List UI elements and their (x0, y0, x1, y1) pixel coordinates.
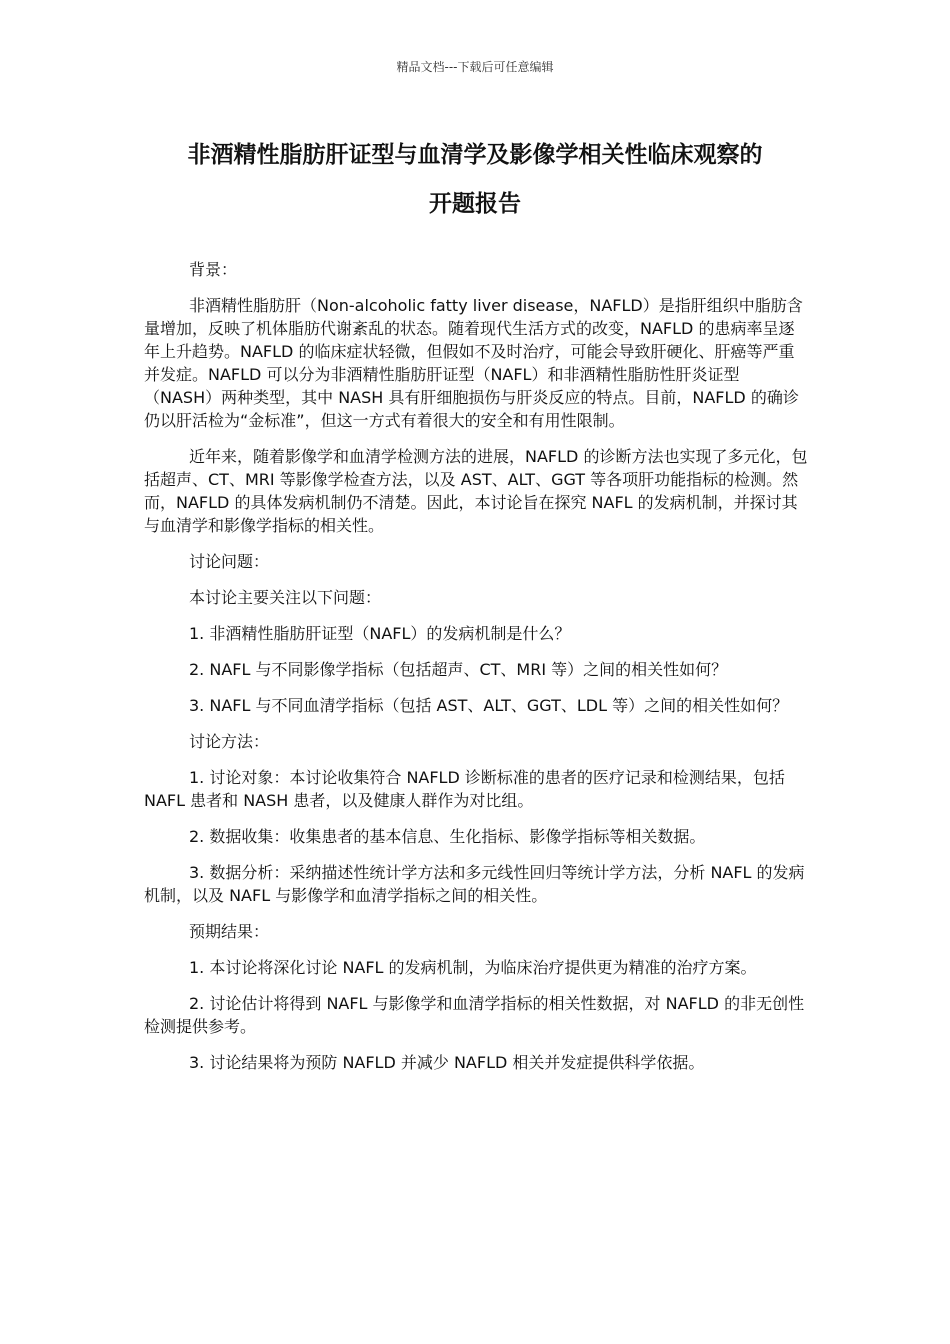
document-body (144, 258, 808, 1087)
list-item-question-1: 1. 非酒精性脂肪肝证型（NAFL）的发病机制是什么？ (189, 624, 571, 643)
header-note: 精品文档---下载后可任意编辑 (396, 60, 554, 74)
list-item-result-1: 1. 本讨论将深化讨论 NAFL 的发病机制，为临床治疗提供更为精准的治疗方案。 (189, 958, 757, 977)
list-item-method-1: 1. 讨论对象：本讨论收集符合 NAFLD 诊断标准的患者的医疗记录和检测结果，包括 NAFL 患者和 NASH 患者，以及健康人群作为对比组。 (144, 768, 785, 810)
list-item-method-2: 2. 数据收集：收集患者的基本信息、生化指标、影像学指标等相关数据。 (189, 827, 706, 846)
list-item-question-3: 3. NAFL 与不同血清学指标（包括 AST、ALT、GGT、LDL 等）之间的相关性如何？ (189, 696, 789, 715)
list-item-result-2: 2. 讨论估计将得到 NAFL 与影像学和血清学指标的相关性数据，对 NAFLD 的非无创性检测提供参考。 (144, 994, 805, 1036)
list-item-result-3: 3. 讨论结果将为预防 NAFLD 并减少 NAFLD 相关并发症提供科学依据。 (189, 1053, 705, 1072)
paragraph-questions-intro: 本讨论主要关注以下问题： (189, 588, 382, 607)
list-item-method-3: 3. 数据分析：采纳描述性统计学方法和多元线性回归等统计学方法，分析 NAFL 的发病机制，以及 NAFL 与影像学和血清学指标之间的相关性。 (144, 863, 805, 905)
section-heading-expected-results: 预期结果： (189, 922, 270, 941)
list-item-question-2: 2. NAFL 与不同影像学指标（包括超声、CT、MRI 等）之间的相关性如何？ (189, 660, 728, 679)
paragraph-background-1: 非酒精性脂肪肝（Non-alcoholic fatty liver disease，NAFLD）是指肝组织中脂肪含量增加，反映了机体脂肪代谢紊乱的状态。随着现代生活方式的改变，NAFLD 的患病率呈逐年上升趋势。NAFLD 的临床症状轻微，但假如不及时治疗，可能会导致肝硬化、肝癌等严重并发症。NAFLD 可以分为非酒精性脂肪肝证型（NAFL）和非酒精性脂肪性肝炎证型（NASH）两种类型，其中 NASH 具有肝细胞损伤与肝炎反应的特点。目前，NAFLD 的确诊仍以肝活检为“金标准”，但这一方式有着很大的安全和有用性限制。 (144, 296, 803, 430)
section-heading-questions: 讨论问题： (189, 552, 270, 571)
document-title-line-2: 开题报告 (429, 191, 521, 217)
document-title-line-1: 非酒精性脂肪肝证型与血清学及影像学相关性临床观察的 (187, 142, 763, 168)
section-heading-methods: 讨论方法： (189, 732, 270, 751)
section-heading-background: 背景： (189, 260, 238, 279)
paragraph-background-2: 近年来，随着影像学和血清学检测方法的进展，NAFLD 的诊断方法也实现了多元化，包括超声、CT、MRI 等影像学检查方法，以及 AST、ALT、GGT 等各项肝功能指标的检测。然而，NAFLD 的具体发病机制仍不清楚。因此，本讨论旨在探究 NAFL 的发病机制，并探讨其与血清学和影像学指标的相关性。 (144, 447, 808, 535)
